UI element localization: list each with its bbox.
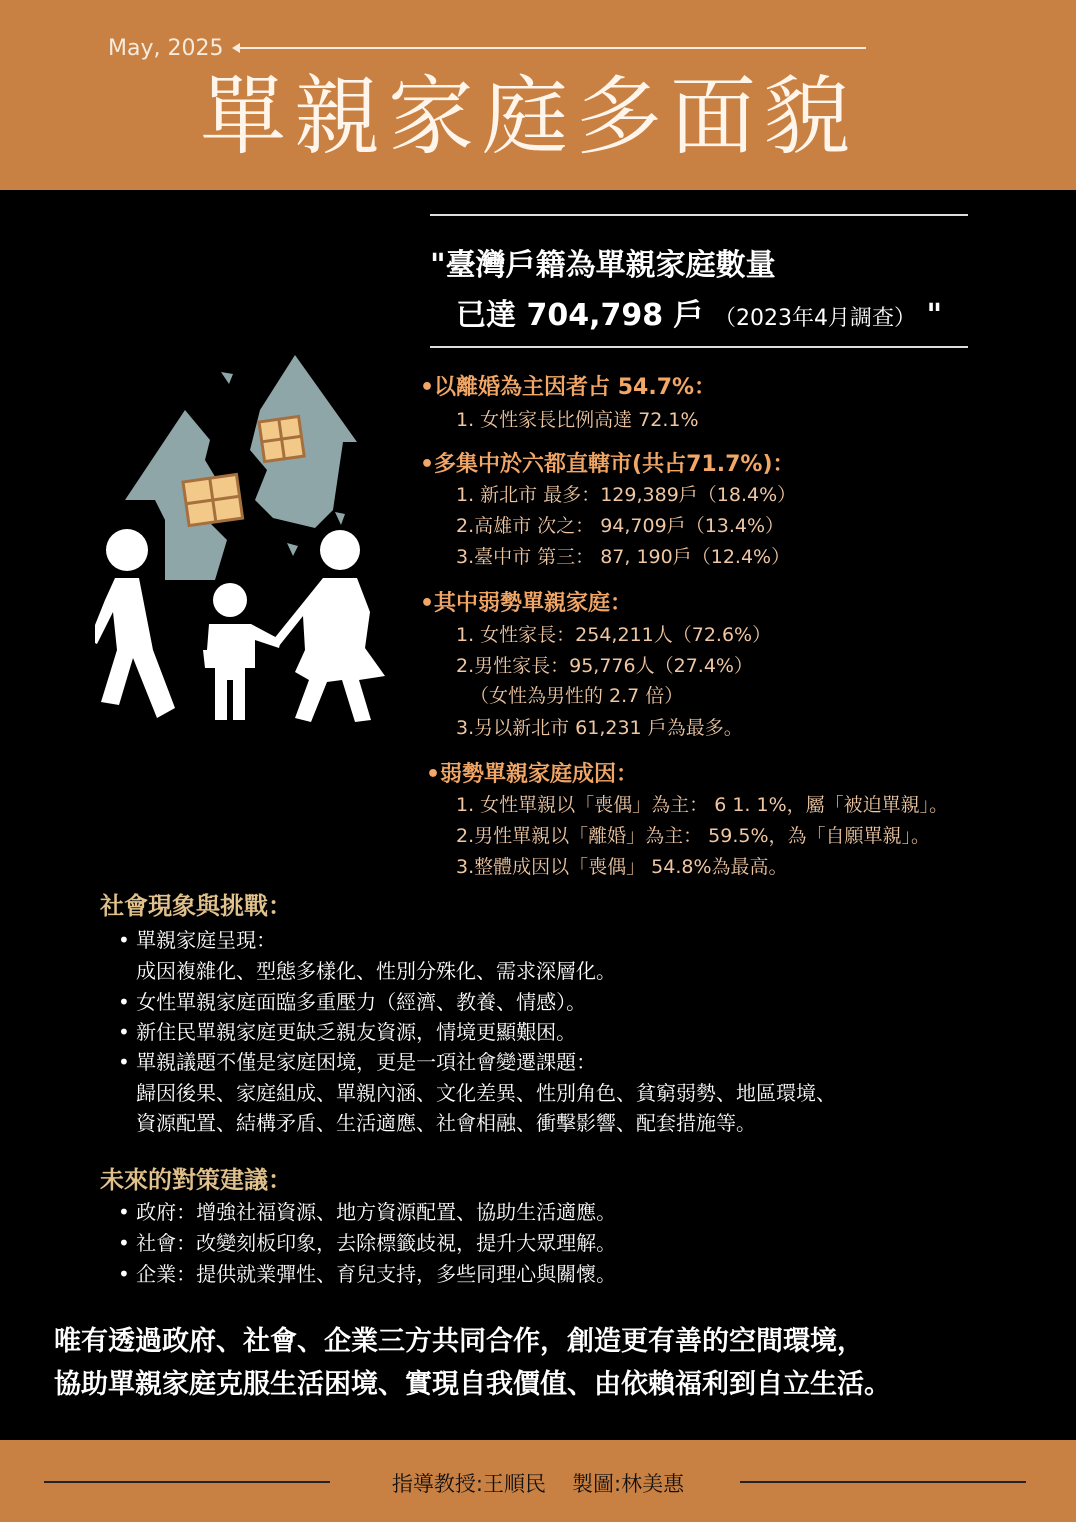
- disadvantaged-heading: •其中弱勢單親家庭：: [420, 591, 633, 616]
- social-line-7: 資源配置、結構矛盾、生活適應、社會相融、衝擊影響、配套措施等。: [136, 1111, 756, 1135]
- social-line-6: 歸因後果、家庭組成、單親內涵、文化差異、性別角色、貧窮弱勢、地區環境、: [136, 1081, 836, 1105]
- closing-line-1: 唯有透過政府、社會、企業三方共同合作，創造更有善的空間環境，: [54, 1326, 864, 1357]
- maker-credit: 製圖:林美惠: [572, 1472, 685, 1496]
- future-heading: 未來的對策建議：: [100, 1166, 292, 1194]
- disadvantaged-item-1: 1. 女性家長：254,211人（72.6%）: [456, 624, 772, 646]
- headline-bottom-rule: [430, 346, 968, 348]
- causes-item-3: 3.整體成因以「喪偶」 54.8%為最高。: [456, 856, 788, 878]
- social-heading: 社會現象與挑戰：: [100, 892, 292, 920]
- future-line-3: • 企業：提供就業彈性、育兒支持，多些同理心與關懷。: [118, 1262, 617, 1286]
- causes-item-2: 2.男性單親以「離婚」為主： 59.5%，為「自願單親」。: [456, 825, 931, 847]
- disadvantaged-item-3: 3.另以新北市 61,231 戶為最多。: [456, 717, 743, 739]
- disadvantaged-item-2: 2.男性家長：95,776人（27.4%）: [456, 655, 753, 677]
- headline-top-rule: [430, 214, 968, 216]
- cities-item-2: 2.高雄市 次之： 94,709戶（13.4%）: [456, 515, 785, 537]
- cities-item-1: 1. 新北市 最多：129,389戶（18.4%）: [456, 484, 797, 506]
- headline-count: 已達 704,798 戶: [456, 298, 704, 333]
- social-line-5: • 單親議題不僅是家庭困境，更是一項社會變遷課題：: [118, 1050, 597, 1074]
- future-line-1: • 政府：增強社福資源、地方資源配置、協助生活適應。: [118, 1200, 617, 1224]
- footer-credits: [0, 1468, 1076, 1498]
- disadvantaged-item-note: （女性為男性的 2.7 倍）: [470, 685, 684, 707]
- broken-house-family-icon: [95, 350, 395, 730]
- causes-item-1: 1. 女性單親以「喪偶」為主： 6 1. 1%，屬「被迫單親」。: [456, 794, 949, 816]
- page-title: 單親家庭多面貌: [200, 67, 858, 167]
- footer-banner: [0, 1440, 1076, 1522]
- causes-heading: •弱勢單親家庭成因：: [426, 762, 639, 787]
- headline-survey-note: （2023年4月調查）: [713, 306, 916, 331]
- cities-heading: •多集中於六都直轄市(共占71.7%)：: [420, 452, 795, 477]
- divorce-item-1: 1. 女性家長比例高達 72.1%: [456, 409, 699, 431]
- cities-item-3: 3.臺中市 第三： 87, 190戶（12.4%）: [456, 546, 791, 568]
- headline-close-quote: ": [926, 298, 943, 333]
- closing-line-2: 協助單親家庭克服生活困境、實現自我價值、由依賴福利到自立生活。: [54, 1369, 891, 1400]
- social-line-4: • 新住民單親家庭更缺乏親友資源，情境更顯艱困。: [118, 1020, 577, 1044]
- future-line-2: • 社會：改變刻板印象，去除標籤歧視，提升大眾理解。: [118, 1231, 617, 1255]
- social-line-3: • 女性單親家庭面臨多重壓力（經濟、教養、情感）。: [118, 990, 587, 1014]
- advisor-credit: 指導教授:王順民: [391, 1472, 546, 1496]
- divorce-heading: •以離婚為主因者占 54.7%：: [420, 375, 717, 400]
- date-arrow-line: [236, 47, 866, 49]
- social-line-1: • 單親家庭呈現：: [118, 928, 277, 952]
- header-banner: [0, 0, 1076, 190]
- headline-line1: "臺灣戶籍為單親家庭數量: [430, 248, 776, 283]
- social-line-2: 成因複雜化、型態多樣化、性別分殊化、需求深層化。: [136, 959, 616, 983]
- date-label: May, 2025: [108, 36, 224, 61]
- headline-line2: [456, 290, 942, 334]
